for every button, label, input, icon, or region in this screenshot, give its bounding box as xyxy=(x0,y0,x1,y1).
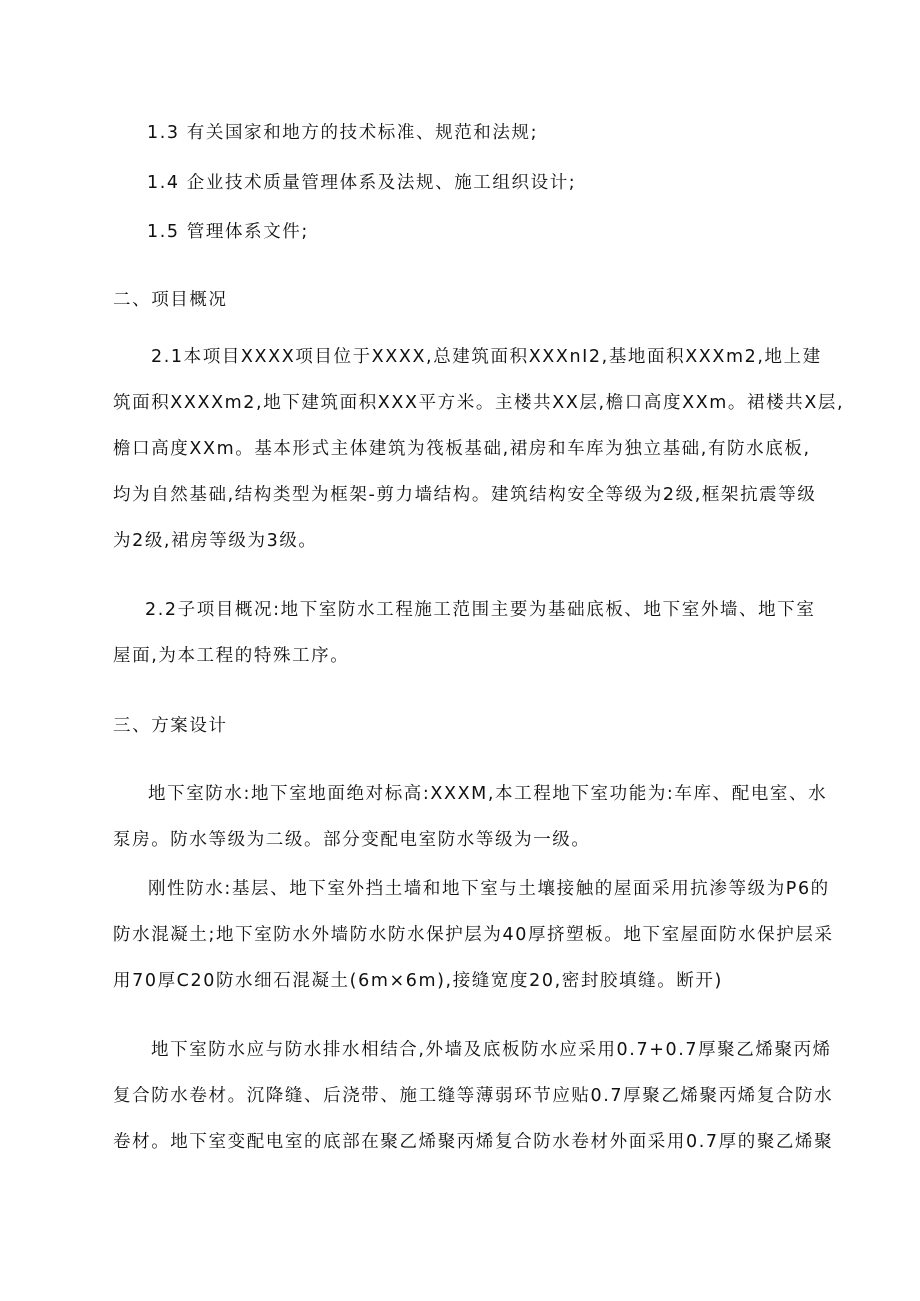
basis-item-1-4: 1.4 企业技术质量管理体系及法规、施工组织设计; xyxy=(147,173,577,193)
basis-item-1-3: 1.3 有关国家和地方的技术标准、规范和法规; xyxy=(147,123,539,143)
paragraph-line: 为2级,裙房等级为3级。 xyxy=(113,531,318,551)
rigid-waterproof-paragraph xyxy=(113,878,834,992)
basement-waterproof-paragraph xyxy=(113,783,827,851)
project-overview-paragraph xyxy=(113,346,844,552)
paragraph-line: 泵房。防水等级为二级。部分变配电室防水等级为一级。 xyxy=(113,830,591,850)
paragraph-line: 筑面积XXXXm2,地下建筑面积XXX平方米。主楼共XX层,檐口高度XXm。裙楼共X层, xyxy=(113,393,845,413)
paragraph-line: 均为自然基础,结构类型为框架-剪力墙结构。建筑结构安全等级为2级,框架抗震等级 xyxy=(113,485,817,505)
section-3-heading: 三、方案设计 xyxy=(113,716,228,736)
paragraph-line: 屋面,为本工程的特殊工序。 xyxy=(113,646,350,666)
paragraph-line: 2.1本项目XXXX项目位于XXXX,总建筑面积XXXnI2,基地面积XXXm2,地上建 xyxy=(151,347,822,367)
paragraph-line: 复合防水卷材。沉降缝、后浇带、施工缝等薄弱环节应贴0.7厚聚乙烯聚丙烯复合防水 xyxy=(113,1086,834,1106)
paragraph-line: 刚性防水:基层、地下室外挡土墙和地下室与土壤接触的屋面采用抗渗等级为P6的 xyxy=(148,879,830,899)
paragraph-line: 用70厚C20防水细石混凝土(6m×6m),接缝宽度20,密封胶填缝。断开) xyxy=(113,971,723,991)
paragraph-line: 2.2子项目概况:地下室防水工程施工范围主要为基础底板、地下室外墙、地下室 xyxy=(145,600,816,620)
basis-item-1-5: 1.5 管理体系文件; xyxy=(147,222,309,242)
sub-project-overview-paragraph xyxy=(113,599,815,667)
paragraph-line: 地下室防水:地下室地面绝对标高:XXXM,本工程地下室功能为:车库、配电室、水 xyxy=(148,784,828,804)
paragraph-line: 地下室防水应与防水排水相结合,外墙及底板防水应采用0.7+0.7厚聚乙烯聚丙烯 xyxy=(151,1040,832,1060)
paragraph-line: 卷材。地下室变配电室的底部在聚乙烯聚丙烯复合防水卷材外面采用0.7厚的聚乙烯聚 xyxy=(113,1132,834,1152)
section-2-heading: 二、项目概况 xyxy=(113,290,228,310)
paragraph-line: 防水混凝土;地下室防水外墙防水防水保护层为40厚挤塑板。地下室屋面防水保护层采 xyxy=(113,925,834,945)
paragraph-line: 檐口高度XXm。基本形式主体建筑为筏板基础,裙房和车库为独立基础,有防水底板, xyxy=(113,439,811,459)
waterproof-drainage-paragraph xyxy=(113,1039,833,1153)
